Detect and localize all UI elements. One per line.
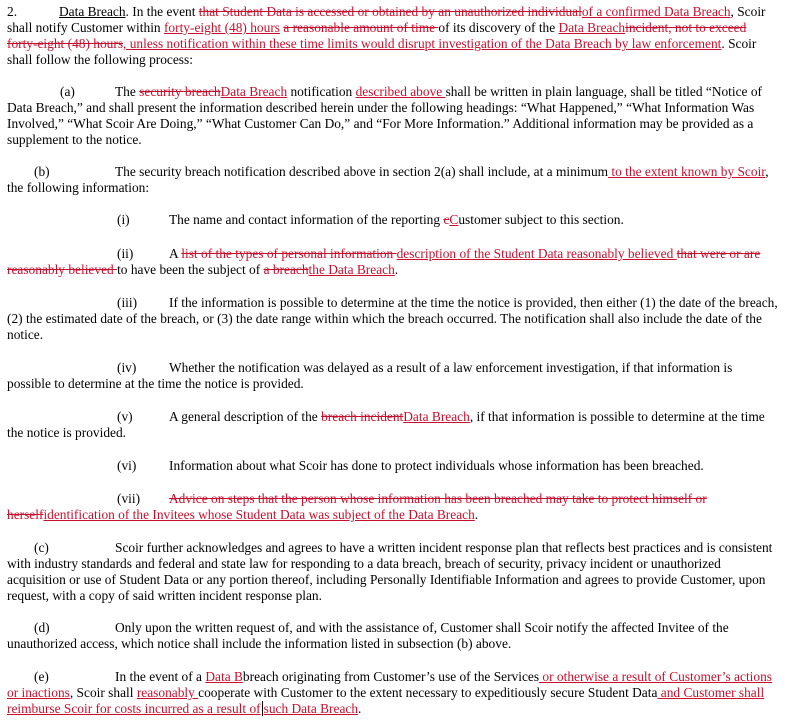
- inserted-text: the Data Breach: [308, 262, 395, 277]
- deleted-text: that Student Data is accessed or obtained by an unauthorized individual: [198, 4, 582, 19]
- item-label: (vi): [117, 458, 137, 473]
- inserted-text: C: [449, 212, 459, 227]
- deleted-text: a breach: [263, 262, 309, 277]
- deleted-text: list of the types of personal information: [181, 246, 397, 261]
- deleted-text: that were or are reasonably believed: [7, 246, 761, 277]
- inserted-text: such Data Breach: [263, 701, 359, 716]
- subsection-d: (d) Only upon the written request of, and with the assistance of, Customer shall Scoir notify the affected Invitee of the unauthorized access, which notice shall include the information listed in subsection (b) above.: [7, 620, 729, 651]
- item-i: (i) The name and contact information of the reporting cCustomer subject to this section.: [7, 212, 779, 228]
- subsection-label: (b): [34, 164, 50, 179]
- section-number: 2.: [7, 4, 18, 19]
- item-label: (vii): [117, 491, 141, 506]
- inserted-text: Data Breach: [558, 20, 626, 35]
- inserted-text: described above: [355, 84, 446, 99]
- inserted-text: description of the Student Data reasonably believed: [396, 246, 677, 261]
- item-v: (v) A general description of the breach incidentData Breach, if that information is possible to determine at the time the notice is provided.: [7, 409, 765, 440]
- inserted-text: to the extent known by Scoir: [608, 164, 766, 179]
- subsection-b: (b) The security breach notification described above in section 2(a) shall include, at a minimum to the extent known by Scoir, the following information:: [7, 164, 769, 195]
- subsection-a: (a) The security breachData Breach notification described above shall be written in plain language, shall be titled “Notice of Data Breach,” and shall present the information described herein under the following headings: “What Happened,” “What Information Was Involved,” “What Scoir Are Doing,” “What Customer Can Do,” and “For More Information.” Additional information may be provided as a supplement to the notice.: [7, 84, 763, 147]
- inserted-text: Data B: [205, 669, 243, 684]
- subsection-label: (c): [34, 540, 49, 555]
- inserted-text: forty-eight (48) hours: [163, 20, 280, 35]
- deleted-text: security breach: [139, 84, 221, 99]
- text-cursor: [262, 701, 263, 716]
- inserted-text: and Customer shall reimburse Scoir for costs incurred as a result of: [7, 685, 765, 716]
- inserted-text: of a confirmed Data Breach: [581, 4, 731, 19]
- deleted-text: a reasonable amount of time: [283, 20, 439, 35]
- inserted-text: Data Breach: [220, 84, 288, 99]
- subsection-e: (e) In the event of a Data Bbreach originating from Customer’s use of the Services or otherwise a result of Customer’s actions or inactions, Scoir shall reasonably cooperate with Customer to the extent necessary to expeditiously secure Student Data and Customer shall reimburse Scoir for costs incurred as a result of such Data Breach.: [7, 669, 772, 716]
- inserted-text: reasonably: [136, 685, 199, 700]
- item-label: (i): [117, 212, 130, 227]
- item-label: (iii): [117, 295, 138, 310]
- subsection-c: (c) Scoir further acknowledges and agrees to have a written incident response plan that reflects best practices and is consistent with industry standards and federal and state law for responding to a data breach, breach of security, privacy incident or unauthorized acquisition or use of Student Data or any portion thereof, including Personally Identifiable Information and agrees to provide Customer, upon request, with a copy of said written incident response plan.: [7, 540, 773, 603]
- item-iv: (iv) Whether the notification was delayed as a result of a law enforcement investigation, if that information is possible to determine at the time the notice is provided.: [7, 360, 733, 391]
- item-vi: (vi) Information about what Scoir has done to protect individuals whose information has been breached.: [7, 458, 779, 474]
- deleted-text: breach incident: [321, 409, 404, 424]
- deleted-text: c: [443, 212, 450, 227]
- deleted-text: Advice on steps that the person whose information has been breached may take to protect himself or herself: [7, 491, 707, 522]
- item-ii: (ii) A list of the types of personal information description of the Student Data reasonably believed that were or are reasonably believed to have been the subject of a breachthe Data Breach.: [7, 246, 761, 277]
- section-heading: Data Breach: [59, 4, 126, 19]
- inserted-text: , unless notification within these time limits would disrupt investigation of the Data Breach by law enforcement: [123, 36, 722, 51]
- item-label: (v): [117, 409, 133, 424]
- inserted-text: Data Breach: [403, 409, 470, 424]
- item-iii: (iii) If the information is possible to determine at the time the notice is provided, then either (1) the date of the breach, (2) the estimated date of the breach, or (3) the date range within which the breach occurred. The notification shall also include the date of the notice.: [7, 295, 778, 342]
- deleted-text: incident, not to exceed forty-eight (48) hours: [7, 20, 747, 51]
- subsection-label: (a): [60, 84, 75, 99]
- inserted-text: or otherwise a result of Customer’s actions or inactions: [7, 669, 772, 700]
- item-vii: (vii) Advice on steps that the person whose information has been breached may take to protect himself or herselfidentification of the Invitees whose Student Data was subject of the Data Breach.: [7, 491, 707, 522]
- section-2-paragraph: 2. Data Breach. In the event that Student Data is accessed or obtained by an unauthorized individualof a confirmed Data Breach, Scoir shall notify Customer within forty-eight (48) hours a reasonable amount of time of its discovery of the Data Breachincident, not to exceed forty-eight (48) hours, unless notification within these time limits would disrupt investigation of the Data Breach by law enforcement. Scoir shall follow the following process:: [7, 4, 766, 67]
- item-label: (ii): [117, 246, 134, 261]
- inserted-text: identification of the Invitees whose Student Data was subject of the Data Breach: [43, 507, 475, 522]
- item-label: (iv): [117, 360, 137, 375]
- subsection-label: (e): [34, 669, 49, 684]
- subsection-label: (d): [34, 620, 50, 635]
